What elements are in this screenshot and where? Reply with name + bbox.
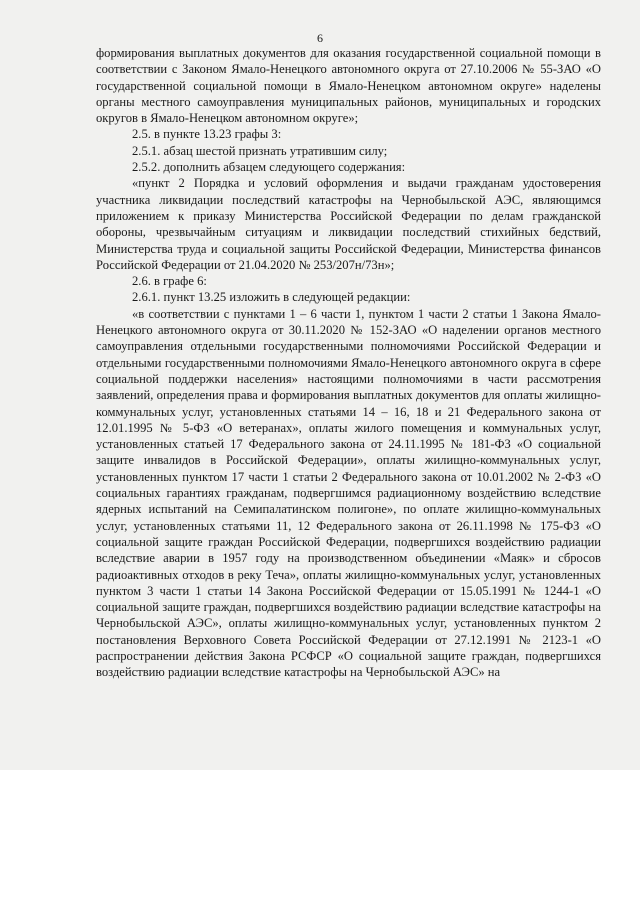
paragraph: 2.6. в графе 6:	[132, 274, 207, 289]
paragraph: формирования выплатных документов для оказания государственной социальной помощи в соответствии с Законом Ямало-Ненецкого автономного округа от 27.10.2006 № 55-ЗАО «О государственной социальной помощи в Ямало-Ненецком автономном округе» наделены органы местного самоуправления муниципальных районов, муниципальных и городских округов в Ямало-Ненецком автономном округе»;	[96, 46, 601, 126]
blank-area	[0, 770, 640, 905]
paragraph: «в соответствии с пунктами 1 – 6 части 1, пунктом 1 части 2 статьи 1 Закона Ямало-Ненецкого автономного округа от 30.11.2020 № 152-ЗАО «О наделении органов местного самоуправления отдельными государственными полномочиями Российской Федерации и отдельными государственными полномочиями Ямало-Ненецкого автономного округа в сфере социальной поддержки населения» настоящими полномочиями в части рассмотрения заявлений, определения права и формирования выплатных документов для оплаты жилищно-коммунальных услуг, установленных статьями 14 – 16, 18 и 21 Федерального закона от 12.01.1995 № 5-ФЗ «О ветеранах», оплаты жилого помещения и коммунальных услуг, установленных статьей 17 Федерального закона от 24.11.1995 № 181-ФЗ «О социальной защите инвалидов в Российской Федерации», оплаты жилищно-коммунальных услуг, установленных пунктом 17 части 1 статьи 2 Федерального закона от 10.01.2002 № 2-ФЗ «О социальных гарантиях гражданам, подвергшимся радиационному воздействию вследствие ядерных испытаний на Семипалатинском полигоне», по оплате жилищно-коммунальных услуг, установленных статьями 11, 12 Федерального закона от 26.11.1998 № 175-ФЗ «О социальной защите граждан Российской Федерации, подвергшихся воздействию радиации вследствие аварии в 1957 году на производственном объединении «Маяк» и сбросов радиоактивных отходов в реку Теча», оплаты жилищно-коммунальных услуг, установленных пунктом 3 части 1 статьи 14 Закона Российской Федерации от 15.05.1991 № 1244-1 «О социальной защите граждан, подвергшихся воздействию радиации вследствие катастрофы на Чернобыльской АЭС», оплаты жилищно-коммунальных услуг, установленных пунктом 2 постановления Верховного Совета Российской Федерации от 27.12.1991 № 2123-1 «О распространении действия Закона РСФСР «О социальной защите граждан, подвергшихся воздействию радиации вследствие катастрофы на Чернобыльской АЭС» на	[96, 306, 601, 680]
paragraph: 2.5. в пункте 13.23 графы 3:	[132, 127, 282, 142]
paragraph: 2.6.1. пункт 13.25 изложить в следующей редакции:	[132, 290, 411, 305]
page-number: 6	[317, 31, 323, 45]
paragraph: 2.5.1. абзац шестой признать утратившим силу;	[132, 143, 388, 158]
document-body	[96, 45, 601, 681]
paragraph: «пункт 2 Порядка и условий оформления и выдачи гражданам удостоверения участника ликвидации последствий катастрофы на Чернобыльской АЭС, являющимся приложением к приказу Министерства Российской Федерации по делам гражданской обороны, чрезвычайным ситуациям и ликвидации последствий стихийных бедствий, Министерства труда и социальной защиты Российской Федерации, Министерства финансов Российской Федерации от 21.04.2020 № 253/207н/73н»;	[96, 176, 601, 272]
paragraph: 2.5.2. дополнить абзацем следующего содержания:	[132, 160, 406, 175]
